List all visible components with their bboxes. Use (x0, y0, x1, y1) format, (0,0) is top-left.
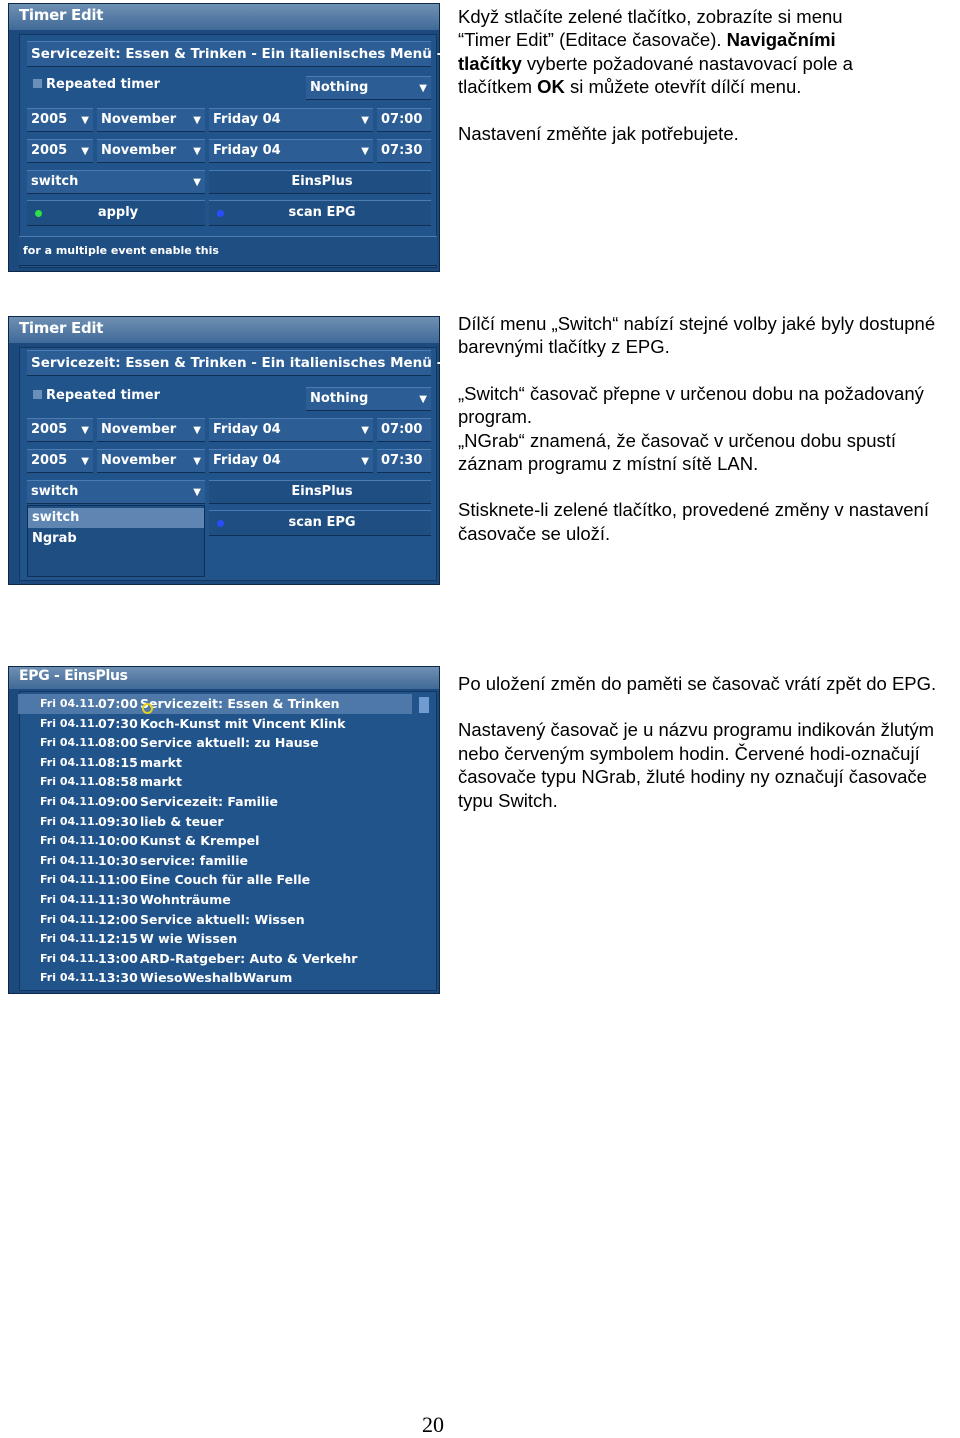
repeated-checkbox[interactable] (33, 77, 160, 92)
epg-row[interactable] (18, 812, 412, 832)
service-field[interactable]: Servicezeit: Essen & Trinken - Ein italienisches Menü - Die fr (27, 41, 431, 67)
timer-type-select[interactable] (27, 170, 205, 194)
dropdown-arrow-icon: ▼ (193, 115, 201, 126)
end-day-value: Friday 04 (213, 143, 281, 158)
dropdown-arrow-icon: ▼ (193, 425, 201, 436)
epg-program: Koch-Kunst mit Vincent Klink (140, 715, 346, 731)
epg-program: markt (140, 754, 182, 770)
channel-field[interactable] (209, 170, 431, 194)
blue-dot-icon (217, 520, 224, 527)
start-year-value: 2005 (31, 422, 68, 437)
epg-row[interactable] (18, 831, 412, 851)
timer-type-value: switch (31, 484, 79, 499)
end-day[interactable] (209, 449, 373, 473)
paragraph: Nastavení změňte jak potřebujete. (458, 122, 739, 144)
dropdown-arrow-icon: ▼ (419, 394, 427, 405)
repeat-select[interactable] (306, 387, 431, 411)
apply-button[interactable] (27, 200, 205, 226)
dropdown-arrow-icon: ▼ (193, 487, 201, 498)
epg-date: Fri 04.11. (40, 716, 99, 730)
epg-program: Kunst & Krempel (140, 833, 260, 849)
epg-date: Fri 04.11. (40, 971, 99, 985)
epg-program: W wie Wissen (140, 931, 238, 947)
epg-time: 09:30 (98, 813, 138, 829)
paragraph: Po uložení změn do paměti se časovač vrátí zpět do EPG. (458, 673, 937, 694)
epg-date: Fri 04.11. (40, 951, 99, 965)
dropdown-arrow-icon: ▼ (193, 456, 201, 467)
epg-program: lieb & teuer (140, 813, 224, 829)
channel-field[interactable] (209, 480, 431, 504)
start-day[interactable] (209, 108, 373, 132)
green-dot-icon (35, 210, 42, 217)
epg-time: 11:30 (98, 892, 138, 907)
end-month[interactable] (97, 449, 205, 473)
start-year-value: 2005 (31, 112, 68, 127)
text-line: “Timer Edit” (Editace časovače). (458, 29, 727, 51)
end-month[interactable] (97, 139, 205, 163)
epg-time: 07:30 (98, 715, 138, 731)
end-day[interactable] (209, 139, 373, 163)
timer-edit-submenu-screenshot (8, 316, 490, 585)
end-year-value: 2005 (31, 453, 68, 468)
epg-date: Fri 04.11. (40, 912, 99, 926)
dropdown-arrow-icon: ▼ (193, 146, 201, 157)
start-day-value: Friday 04 (213, 422, 281, 437)
dropdown-arrow-icon: ▼ (361, 456, 369, 467)
text-line: Když stlačíte zelené tlačítko, zobrazíte si menu (458, 6, 843, 27)
option-switch[interactable]: switch (28, 508, 204, 528)
epg-program: WiesoWeshalbWarum (140, 970, 293, 986)
scrollbar[interactable] (419, 697, 429, 713)
screen-title: Timer Edit (19, 319, 104, 337)
start-time[interactable]: 07:00 (377, 108, 431, 132)
epg-row[interactable] (18, 910, 412, 930)
end-day-value: Friday 04 (213, 453, 281, 468)
end-year[interactable] (27, 449, 93, 473)
end-month-value: November (101, 143, 177, 158)
epg-program: Eine Couch für alle Felle (140, 872, 311, 888)
epg-time: 07:00 (98, 696, 138, 711)
blue-dot-icon (217, 210, 224, 217)
epg-row[interactable] (18, 929, 412, 949)
epg-time: 08:58 (98, 774, 138, 790)
apply-label: apply (97, 205, 139, 220)
epg-date: Fri 04.11. (40, 775, 99, 789)
repeated-label: Repeated timer (46, 388, 161, 403)
option-ngrab[interactable]: Ngrab (32, 531, 77, 546)
start-year[interactable] (27, 108, 93, 132)
end-time[interactable]: 07:30 (377, 449, 431, 473)
dropdown-arrow-icon: ▼ (81, 146, 89, 157)
page-number: 20 (422, 1412, 444, 1437)
epg-date: Fri 04.11. (40, 755, 99, 769)
epg-time: 10:30 (98, 852, 138, 868)
scan-epg-button[interactable] (209, 510, 431, 536)
epg-program: Servicezeit: Familie (140, 794, 278, 809)
epg-row[interactable] (18, 949, 412, 969)
channel-value: EinsPlus (291, 484, 353, 499)
epg-row[interactable] (18, 772, 412, 792)
timer-type-select[interactable] (27, 480, 205, 504)
paragraph: Stisknete-li zelené tlačítko, provedené změny v nastavení časovače se uloží. (458, 499, 929, 544)
dropdown-arrow-icon: ▼ (81, 115, 89, 126)
channel-value: EinsPlus (291, 174, 353, 189)
repeated-checkbox[interactable] (33, 388, 160, 403)
start-month[interactable] (97, 108, 205, 132)
start-year[interactable] (27, 418, 93, 442)
repeat-select[interactable] (306, 76, 431, 100)
epg-time: 10:00 (98, 833, 138, 849)
scan-epg-label: scan EPG (288, 205, 356, 220)
start-time[interactable]: 07:00 (377, 418, 431, 442)
bold-term: tlačítky (458, 52, 522, 74)
service-field[interactable]: Servicezeit: Essen & Trinken - Ein italienisches Menü - Die fr (27, 350, 431, 376)
epg-row[interactable] (18, 851, 412, 871)
epg-row[interactable] (18, 733, 412, 753)
text-line: „Switch“ časovač přepne v určenou dobu na požadovaný program. (458, 382, 924, 428)
epg-time: 09:00 (98, 794, 138, 809)
epg-date: Fri 04.11. (40, 697, 99, 710)
text-line: si můžete otevřít dílčí menu. (564, 76, 802, 98)
epg-row[interactable] (18, 714, 412, 734)
repeat-value: Nothing (310, 80, 369, 95)
timer-type-value: switch (31, 174, 79, 189)
timer-type-dropdown (27, 505, 205, 577)
epg-program: ARD-Ratgeber: Auto & Verkehr (140, 950, 358, 966)
epg-time: 12:00 (98, 911, 138, 927)
epg-time: 08:00 (98, 735, 138, 751)
epg-time: 08:15 (98, 754, 138, 770)
dropdown-arrow-icon: ▼ (81, 456, 89, 467)
end-time[interactable]: 07:30 (377, 139, 431, 163)
dropdown-arrow-icon: ▼ (419, 83, 427, 94)
epg-row[interactable] (18, 968, 412, 988)
epg-time: 13:30 (98, 970, 138, 986)
epg-program: Service aktuell: zu Hause (140, 735, 319, 751)
yellow-clock-icon (142, 703, 153, 714)
epg-row[interactable] (18, 870, 412, 890)
epg-row[interactable] (18, 890, 412, 910)
end-year-value: 2005 (31, 143, 68, 158)
epg-time: 13:00 (98, 950, 138, 966)
paragraph (458, 5, 958, 99)
screen-title: EPG - EinsPlus (19, 668, 128, 684)
epg-date: Fri 04.11. (40, 814, 99, 828)
hint-bar: for a multiple event enable this (19, 236, 437, 266)
epg-program: markt (140, 774, 182, 790)
dropdown-arrow-icon: ▼ (193, 177, 201, 188)
epg-program: Wohnträume (140, 892, 231, 907)
start-day[interactable] (209, 418, 373, 442)
bold-term: OK (537, 76, 565, 98)
scan-epg-label: scan EPG (288, 515, 356, 530)
epg-date: Fri 04.11. (40, 795, 99, 808)
epg-time: 11:00 (98, 872, 138, 888)
epg-row[interactable] (18, 792, 412, 812)
start-month-value: November (101, 422, 177, 437)
epg-program: service: familie (140, 852, 248, 868)
epg-date: Fri 04.11. (40, 932, 99, 946)
start-month-value: November (101, 112, 177, 127)
dropdown-arrow-icon: ▼ (361, 425, 369, 436)
repeated-label: Repeated timer (46, 77, 161, 92)
start-day-value: Friday 04 (213, 112, 281, 127)
screen-title: Timer Edit (19, 6, 104, 24)
epg-row[interactable] (18, 694, 412, 714)
repeat-value: Nothing (310, 391, 369, 406)
epg-program: Service aktuell: Wissen (140, 911, 305, 927)
epg-row[interactable] (18, 753, 412, 773)
epg-date: Fri 04.11. (40, 736, 99, 750)
paragraph: Dílčí menu „Switch“ nabízí stejné volby jaké byly dostupné barevnými tlačítky z EPG. (458, 313, 936, 358)
section-1-text (458, 5, 958, 145)
end-month-value: November (101, 453, 177, 468)
section-3-text (458, 672, 958, 812)
epg-date: Fri 04.11. (40, 834, 99, 848)
text-line: „NGrab“ znamená, že časovač v určenou dobu spustí záznam programu z místní sítě LAN. (458, 429, 897, 475)
dropdown-arrow-icon: ▼ (81, 425, 89, 436)
dropdown-arrow-icon: ▼ (361, 115, 369, 126)
end-year[interactable] (27, 139, 93, 163)
epg-date: Fri 04.11. (40, 893, 99, 906)
section-2-text (458, 312, 958, 545)
paragraph (458, 382, 958, 476)
bold-term: Navigačními (726, 29, 836, 51)
start-month[interactable] (97, 418, 205, 442)
epg-time: 12:15 (98, 931, 138, 947)
epg-program: Servicezeit: Essen & Trinken (140, 696, 340, 711)
epg-date: Fri 04.11. (40, 853, 99, 867)
epg-date: Fri 04.11. (40, 873, 99, 887)
scan-epg-button[interactable] (209, 200, 431, 226)
text-line: tlačítkem (458, 76, 538, 98)
text-line: vyberte požadované nastavovací pole a (521, 52, 853, 74)
dropdown-arrow-icon: ▼ (361, 146, 369, 157)
paragraph: Nastavený časovač je u názvu programu indikován žlutým nebo červeným symbolem hodin. Červené hodi-označují časovače typu NGrab, žluté hodiny ny označují časovače typu Switch. (458, 719, 935, 811)
